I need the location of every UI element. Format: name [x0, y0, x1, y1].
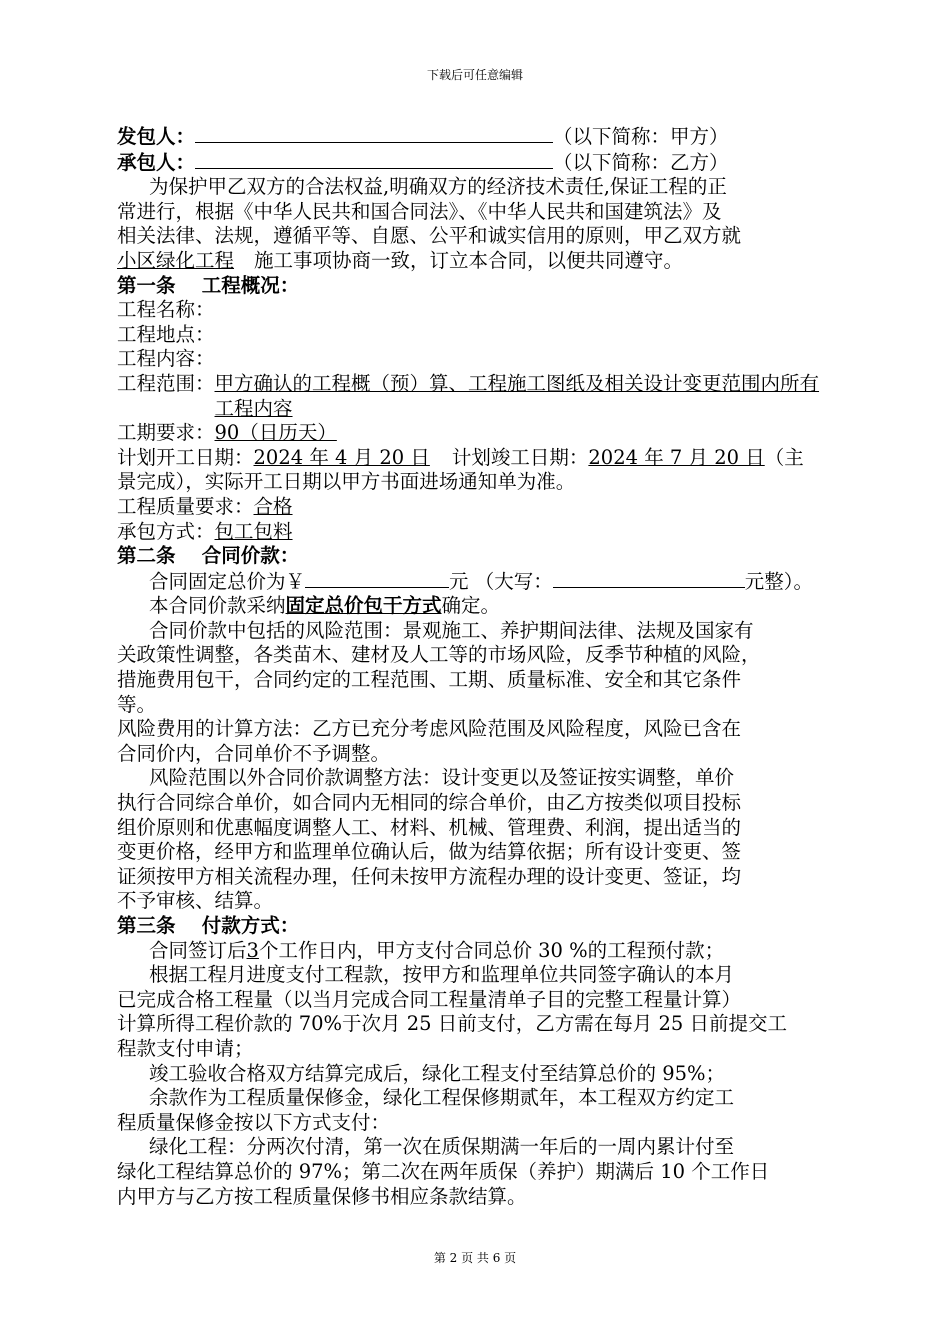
price-prefix: 合同固定总价为￥ [149, 569, 306, 593]
project-name-field: 工程名称： [117, 298, 215, 322]
period-field [117, 421, 857, 446]
advance-payment-line [117, 939, 857, 964]
adjust-line: 风险范围以外合同价款调整方法：设计变更以及签证按实调整，单价 [149, 766, 735, 790]
contract-mode-field [117, 520, 857, 545]
risk-line: 关政策性调整，各类苗木、建材及人工等的市场风险，反季节种植的风险， [117, 643, 761, 667]
greening-payment-line: 绿化工程：分两次付清，第一次在质保期满一年后的一周内累计付至 [149, 1135, 735, 1159]
intro-line-3: 相关法律、法规，遵循平等、自愿、公平和诚实信用的原则，甲乙双方就 [117, 224, 742, 248]
mode-value: 包工包料 [214, 519, 293, 543]
method-prefix: 本合同价款采纳 [149, 594, 286, 618]
period-value: 90（日历天） [214, 421, 337, 445]
mode-label: 承包方式： [117, 519, 215, 543]
risk-line: 等。 [117, 692, 157, 716]
intro-line-1: 为保护甲乙双方的合法权益,明确双方的经济技术责任,保证工程的正 [149, 175, 727, 199]
advance-days: 3 [246, 938, 259, 962]
adjust-line: 证须按甲方相关流程办理，任何未按甲方流程办理的设计变更、签证，均 [117, 864, 742, 888]
price-middle: 元 （大写： [449, 569, 553, 593]
scope-label: 工程范围： [117, 371, 215, 395]
intro-line-2: 常进行，根据《中华人民共和国合同法》、《中华人民共和国建筑法》及 [117, 199, 722, 223]
method-value: 固定总价包干方式 [285, 594, 442, 618]
project-location-field: 工程地点： [117, 322, 215, 346]
greening-payment-line: 绿化工程结算总价的 97%；第二次在两年质保（养护）期满后 10 个工作日 [117, 1159, 770, 1183]
scope-value: 甲方确认的工程概（预）算、工程施工图纸及相关设计变更范围内所有工程内容 [214, 371, 820, 420]
risk-calc-line: 风险费用的计算方法：乙方已充分考虑风险范围及风险程度，风险已含在 [117, 717, 742, 741]
progress-payment-line: 已完成合格工程量（以当月完成合同工程量清单子目的完整工程量计算） [117, 987, 742, 1011]
price-words-blank[interactable] [553, 569, 745, 588]
article-3-title: 第三条 付款方式： [117, 914, 300, 937]
plan-dates-line-2: 景完成），实际开工日期以甲方书面进场通知单为准。 [117, 470, 576, 494]
quality-label: 工程质量要求： [117, 494, 254, 518]
adjust-line: 变更价格，经甲方和监理单位确认后，做为结算依据；所有设计变更、签 [117, 840, 742, 864]
progress-payment-line: 根据工程月进度支付工程款，按甲方和监理单位共同签字确认的本月 [149, 963, 735, 987]
adjust-line: 组价原则和优惠幅度调整人工、材料、机械、管理费、利润，提出适当的 [117, 815, 742, 839]
end-date-label: 计划竣工日期： [451, 445, 589, 469]
party-a-blank[interactable] [195, 124, 553, 143]
end-date-value: 2024 年 7 月 20 日 [588, 445, 765, 469]
quality-value: 合格 [253, 494, 293, 518]
start-date-text: 2024 年 4 月 20 日 [253, 445, 430, 469]
risk-calc-line: 合同价内，合同单价不予调整。 [117, 741, 391, 765]
party-a-label: 发包人： [117, 125, 196, 148]
page-footer: 第 2 页 共 6 页 [433, 1251, 517, 1265]
progress-payment-line: 计算所得工程价款的 70%于次月 25 日前支付，乙方需在每月 25 日前提交工 [117, 1012, 787, 1036]
advance-prefix: 合同签订后 [149, 938, 247, 962]
intro-line-4-rest: 施工事项协商一致，订立本合同，以便共同遵守。 [254, 248, 684, 272]
progress-payment-line: 程款支付申请； [117, 1036, 254, 1060]
start-date-value [254, 446, 452, 469]
quality-field [117, 495, 857, 520]
party-b-suffix: （以下简称：乙方） [553, 150, 729, 174]
start-date-label: 计划开工日期： [117, 445, 254, 469]
price-number-blank[interactable] [305, 569, 449, 588]
project-name: 小区绿化工程 [117, 248, 235, 272]
risk-line: 合同价款中包括的风险范围：景观施工、养护期间法律、法规及国家有 [149, 618, 754, 642]
adjust-line: 执行合同综合单价，如合同内无相同的综合单价，由乙方按类似项目投标 [117, 791, 742, 815]
price-method-line [117, 594, 857, 619]
party-b-line [117, 150, 857, 176]
greening-payment-line: 内甲方与乙方按工程质量保修书相应条款结算。 [117, 1184, 527, 1208]
warranty-line: 程质量保修金按以下方式支付： [117, 1110, 391, 1134]
intro-line-4 [117, 249, 857, 274]
advance-suffix: 个工作日内，甲方支付合同总价 30 %的工程预付款； [258, 938, 725, 962]
project-content-field: 工程内容： [117, 347, 215, 371]
adjust-line: 不予审核、结算。 [117, 889, 274, 913]
project-scope-field [117, 372, 857, 421]
article-2-title: 第二条 合同价款： [117, 544, 300, 568]
period-label: 工期要求： [117, 421, 215, 445]
total-price-line [117, 569, 857, 595]
risk-line: 措施费用包干，合同约定的工程范围、工期、质量标准、安全和其它条件 [117, 668, 742, 692]
party-a-line [117, 124, 857, 150]
party-b-label: 承包人： [117, 150, 196, 174]
plan-tail: （主 [764, 445, 804, 469]
party-a-suffix: （以下简称：甲方） [553, 125, 729, 148]
party-b-blank[interactable] [195, 150, 553, 169]
plan-dates-line [117, 446, 857, 471]
price-suffix: 元整）。 [744, 569, 813, 593]
page-header: 下载后可任意编辑 [426, 68, 523, 82]
method-suffix: 确定。 [441, 594, 501, 618]
contract-body [117, 124, 857, 1209]
intro-project [117, 249, 254, 272]
completion-payment-line: 竣工验收合格双方结算完成后，绿化工程支付至结算总价的 95%； [149, 1061, 726, 1085]
warranty-line: 余款作为工程质量保修金，绿化工程保修期贰年，本工程双方约定工 [149, 1086, 735, 1110]
article-1-title: 第一条 工程概况： [117, 273, 300, 297]
